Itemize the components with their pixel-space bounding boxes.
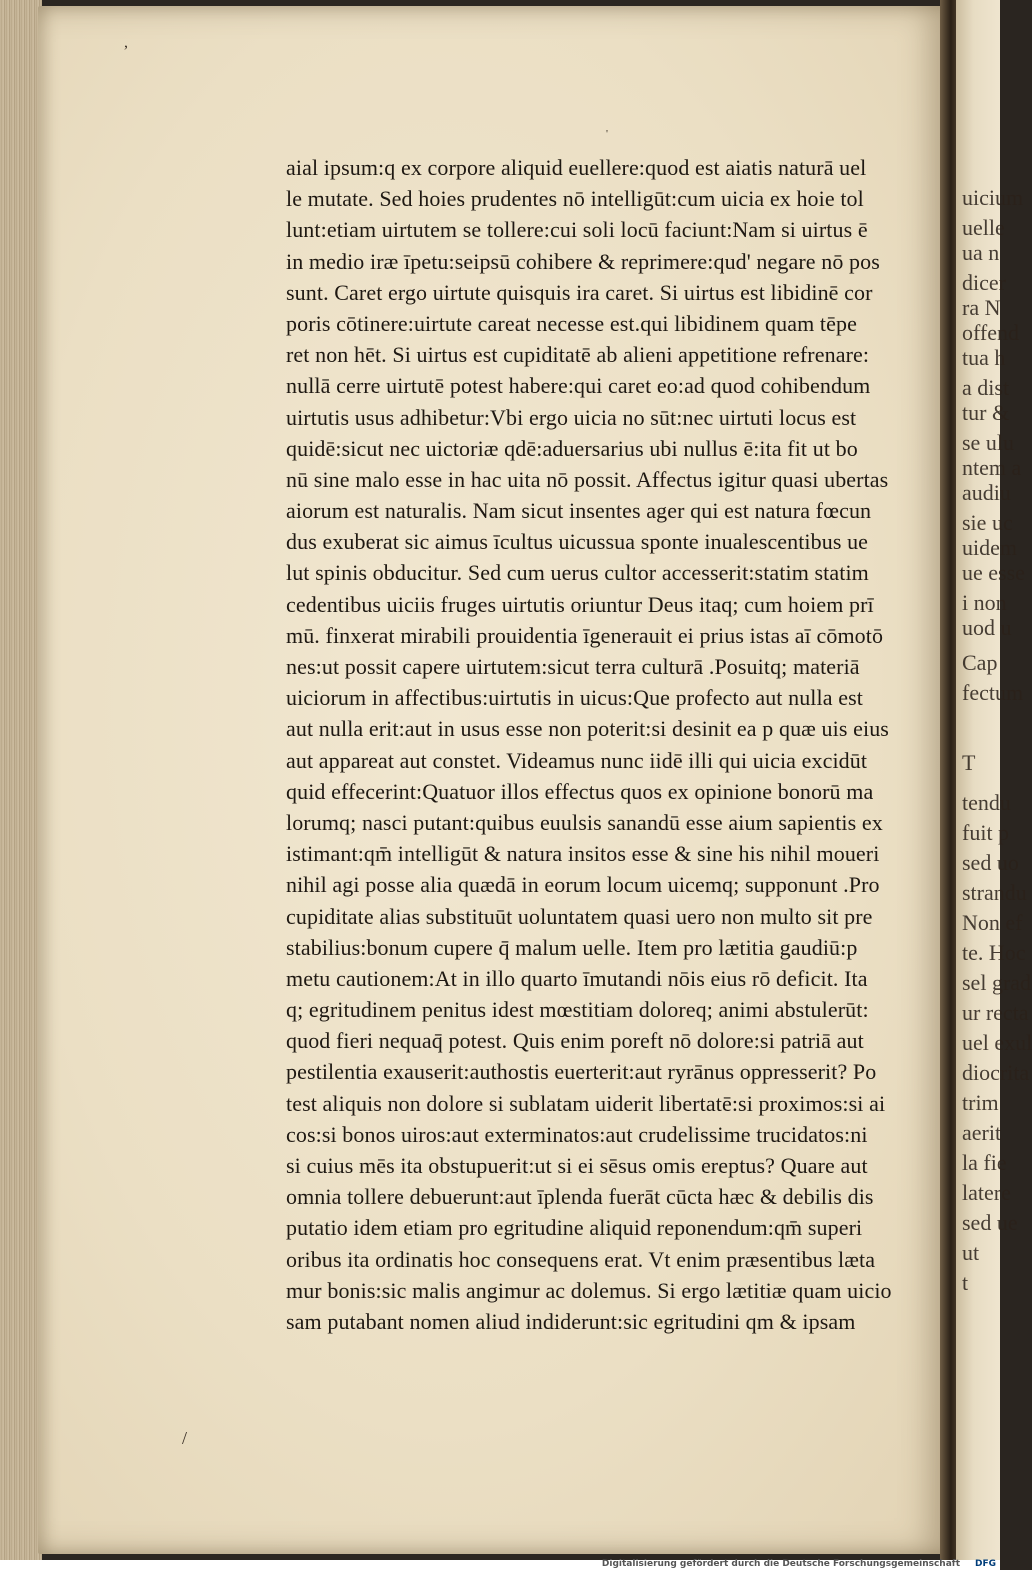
text-line: si cuius mēs ita obstupuerit:ut si ei sēsus omis ereptus? Quare aut bbox=[286, 1153, 868, 1178]
facing-page bbox=[956, 0, 1032, 1560]
text-line: cedentibus uiciis fruges uirtutis oriuntur Deus itaq; cum hoiem prī bbox=[286, 591, 874, 617]
facing-page-fragment: sie uc bbox=[962, 510, 1013, 535]
text-line: mur bonis:sic malis angimur ac dolemus. Si ergo lætitiæ quam uicio bbox=[286, 1277, 892, 1303]
facing-page-fragment: tur & bbox=[962, 400, 1010, 425]
facing-page-fragment: ue esse bbox=[962, 560, 1025, 585]
facing-page-fragment: Cap bbox=[962, 650, 998, 675]
facing-page-fragment: latere bbox=[962, 1180, 1011, 1205]
text-line: quid effecerint:Quatuor illos effectus quos ex opinione bonorū ma bbox=[286, 778, 874, 804]
facing-page-fragment: audiu bbox=[962, 480, 1011, 505]
facing-page-fragment: uel exul bbox=[962, 1030, 1032, 1055]
facing-page-fragment: i non bbox=[962, 590, 1007, 615]
facing-page-fragment: ra N bbox=[962, 295, 1001, 320]
text-line: nihil agi posse alia quædā in eorum locum uicemq; supponunt .Pro bbox=[286, 872, 880, 898]
text-line: quod fieri nequaq̄ potest. Quis enim poreft nō dolore:si patriā aut bbox=[286, 1028, 864, 1054]
facing-page-fragment: tendu bbox=[962, 790, 1011, 815]
facing-page-fragment: se ulu bbox=[962, 430, 1014, 455]
facing-page-fragment: la fie bbox=[962, 1150, 1007, 1175]
facing-page-fragment: ntem a bbox=[962, 455, 1022, 480]
facing-page-fragment: Non ef bbox=[962, 910, 1023, 935]
text-line: aut appareat aut constet. Videamus nunc iidē illi qui uicia excidūt bbox=[286, 747, 868, 773]
page-edges bbox=[0, 0, 42, 1560]
facing-page-fragment: uidem bbox=[962, 535, 1017, 560]
text-line: putatio idem etiam pro egritudine aliquid reponendum:qm̄ superi bbox=[286, 1215, 863, 1241]
text-line: lut spinis obducitur. Sed cum uerus cultor accesserit:statim statim bbox=[286, 560, 869, 586]
text-line: aial ipsum:q ex corpore aliquid euellere:quod est aiatis naturā uel bbox=[286, 155, 867, 180]
stray-mark: ' bbox=[606, 128, 608, 140]
text-line: nullā cerre uirtutē potest habere:qui caret eo:ad quod cohibendum bbox=[286, 373, 871, 399]
text-line: nes:ut possit capere uirtutem:sicut terra culturā .Posuitq; materiā bbox=[286, 654, 860, 679]
text-line: mū. finxerat mirabili prouidentia īgenerauit ei prius istas aī cōmotō bbox=[286, 622, 884, 648]
text-line: uirtutis usus adhibetur:Vbi ergo uicia no sūt:nec uirtuti locus est bbox=[286, 404, 857, 430]
text-line: le mutate. Sed hoies prudentes nō intelligūt:cum uicia ex hoie tol bbox=[286, 186, 864, 212]
facing-page-fragment: te. Hoc bbox=[962, 940, 1026, 965]
facing-page-fragment: ua n bbox=[962, 240, 1000, 265]
text-line: q; egritudinem penitus idest mœstitiam doloreq; animi abstulerūt: bbox=[286, 997, 869, 1023]
facing-page-fragment: ur recta bbox=[962, 1000, 1029, 1025]
text-line: omnia tollere debuerunt:aut īplenda fuerāt cūcta hæc & debilis dis bbox=[286, 1184, 874, 1210]
text-line: stabilius:bonum cupere q̄ malum uelle. Item pro lætitia gaudiū:p bbox=[286, 934, 858, 960]
text-line: nū sine malo esse in hac uita nō possit. Affectus igitur quasi ubertas bbox=[286, 466, 889, 492]
text-line: dus exuberat sic aimus īcultus uicussua sponte inualescentibus ue bbox=[286, 529, 869, 555]
facing-page-fragment: a dist bbox=[962, 375, 1010, 400]
facing-page-fragment: uicium bbox=[962, 185, 1024, 210]
text-line: aut nulla erit:aut in usus esse non poterit:si desinit ea p quæ uis eius bbox=[286, 716, 889, 742]
facing-page-fragment: uelle bbox=[962, 215, 1005, 240]
text-line: cos:si bonos uiros:aut exterminatos:aut crudelissime trucidatos:ni bbox=[286, 1121, 868, 1147]
text-line: uiciorum in affectibus:uirtutis in uicus:Que profecto aut nulla est bbox=[286, 685, 863, 711]
facing-page-fragment: t bbox=[962, 1270, 969, 1295]
text-line: aiorum est naturalis. Nam sicut insentes ager qui est natura fœcun bbox=[286, 498, 872, 524]
text-line: pestilentia exauserit:authostis euerterit:aut ryrānus oppresserit? Po bbox=[286, 1059, 877, 1085]
dfg-logo: DFG bbox=[974, 1559, 996, 1569]
footer-credit: Digitalisierung gefördert durch die Deutsche Forschungsgemeinschaft bbox=[601, 1559, 960, 1569]
text-block bbox=[286, 152, 926, 1337]
text-line: sunt. Caret ergo uirtute quisquis ira caret. Si uirtus est libidinē cor bbox=[286, 279, 873, 305]
facing-page-fragment: sel grad bbox=[962, 970, 1032, 995]
text-line: in medio iræ īpetu:seipsū cohibere & reprimere:qud' negare nō pos bbox=[286, 248, 880, 274]
facing-page-fragment: diocrita bbox=[962, 1060, 1030, 1085]
text-line: cupiditate alias substituūt uoluntatem quasi uero non multo sit pre bbox=[286, 903, 873, 929]
text-line: ret non hēt. Si uirtus est cupiditatē ab alieni appetitione refrenare: bbox=[286, 342, 870, 368]
text-line: sam putabant nomen aliud indiderunt:sic egritudini qm & ipsam bbox=[286, 1308, 856, 1334]
facing-page-fragment: sed ue bbox=[962, 1210, 1018, 1235]
facing-page-fragment: dicer bbox=[962, 270, 1006, 295]
text-line: poris cōtinere:uirtute careat necesse est.qui libidinem quam tēpe bbox=[286, 310, 857, 336]
facing-page-fragment: aerit bbox=[962, 1120, 1002, 1145]
stray-mark: / bbox=[182, 1428, 188, 1448]
text-line: lunt:etiam uirtutem se tollere:cui soli locū faciunt:Nam si uirtus ē bbox=[286, 217, 868, 243]
facing-page-fragment: tua h bbox=[962, 345, 1006, 370]
text-line: quidē:sicut nec uictoriæ qdē:aduersarius ubi nullus ē:ita fit ut bo bbox=[286, 435, 858, 461]
facing-page-fragment: T bbox=[962, 750, 976, 775]
facing-page-fragment: fuit p bbox=[962, 820, 1010, 845]
stray-mark: , bbox=[124, 34, 128, 51]
text-line: istimant:qm̄ intelligūt & natura insitos esse & sine his nihil moueri bbox=[286, 841, 880, 867]
text-line: test aliquis non dolore si sublatam uiderit libertatē:si proximos:si ai bbox=[286, 1090, 886, 1116]
facing-page-fragment: ut bbox=[962, 1240, 980, 1265]
facing-page-fragment: strandu bbox=[962, 880, 1027, 905]
text-line: oribus ita ordinatis hoc consequens erat. Vt enim præsentibus læta bbox=[286, 1246, 876, 1272]
facing-page-fragment: offend bbox=[962, 320, 1020, 345]
facing-page-fragment: uod u bbox=[962, 615, 1012, 640]
text-line: metu cautionem:At in illo quarto īmutandi nōis eius rō deficit. Ita bbox=[286, 965, 868, 991]
text-line: lorumq; nasci putant:quibus euulsis sanandū esse aium sapientis ex bbox=[286, 809, 883, 835]
facing-page-fragment: trim bbox=[962, 1090, 999, 1115]
facing-page-fragment: sed uo bbox=[962, 850, 1019, 875]
facing-page-fragment: fectum bbox=[962, 680, 1024, 705]
